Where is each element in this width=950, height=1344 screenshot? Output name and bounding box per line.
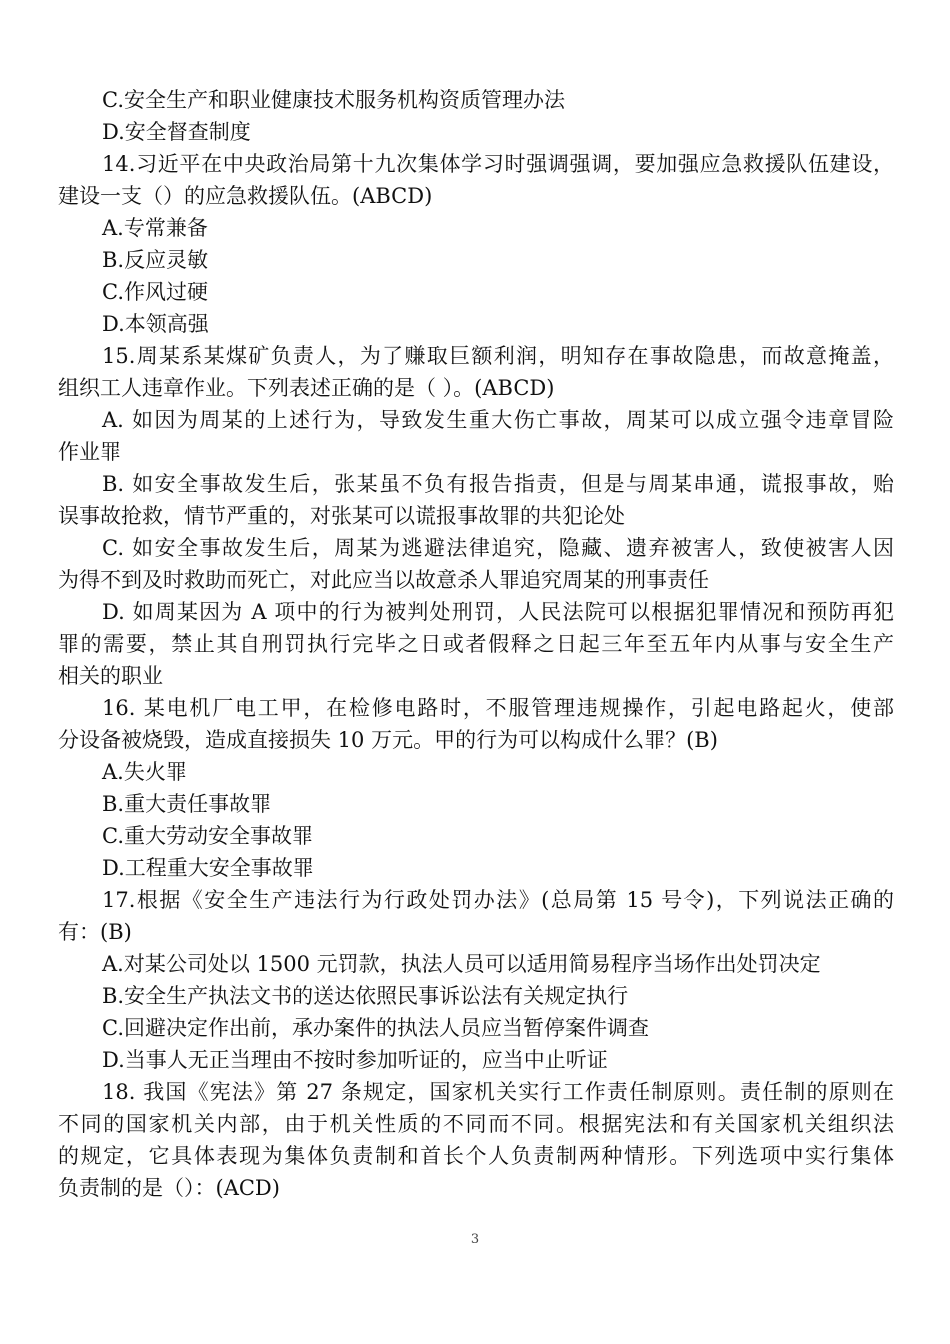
option-17-b: B.安全生产执法文书的送达依照民事诉讼法有关规定执行 bbox=[102, 984, 629, 1008]
option-17-a: A.对某公司处以 1500 元罚款，执法人员可以适用简易程序当场作出处罚决定 bbox=[102, 952, 821, 976]
option-14-c: C.作风过硬 bbox=[102, 280, 208, 304]
question-14-line-2: 建设一支（）的应急救援队伍。(ABCD) bbox=[58, 184, 433, 208]
option-15-a-line-1: A. 如因为周某的上述行为，导致发生重大伤亡事故，周某可以成立强令违章冒险 bbox=[102, 408, 894, 432]
option-16-b: B.重大责任事故罪 bbox=[102, 792, 272, 816]
option-16-d: D.工程重大安全事故罪 bbox=[102, 856, 314, 880]
option-15-c-line-2: 为得不到及时救助而死亡，对此应当以故意杀人罪追究周某的刑事责任 bbox=[58, 568, 709, 592]
question-18-line-3: 的规定，它具体表现为集体负责制和首长个人负责制两种情形。下列选项中实行集体 bbox=[58, 1144, 894, 1168]
option-14-a: A.专常兼备 bbox=[102, 216, 208, 240]
option-16-a: A.失火罪 bbox=[102, 760, 187, 784]
option-15-a-line-2: 作业罪 bbox=[58, 440, 121, 464]
option-13-c: C.安全生产和职业健康技术服务机构资质管理办法 bbox=[102, 88, 565, 112]
option-15-c-line-1: C. 如安全事故发生后，周某为逃避法律追究，隐藏、遗弃被害人，致使被害人因 bbox=[102, 536, 894, 560]
question-16-line-1: 16. 某电机厂电工甲，在检修电路时，不服管理违规操作，引起电路起火，使部 bbox=[102, 696, 894, 720]
question-17-line-1: 17.根据《安全生产违法行为行政处罚办法》(总局第 15 号令)，下列说法正确的 bbox=[102, 888, 894, 912]
question-18-line-4: 负责制的是（）：(ACD) bbox=[58, 1176, 280, 1200]
option-15-b-line-2: 误事故抢救，情节严重的，对张某可以谎报事故罪的共犯论处 bbox=[58, 504, 625, 528]
question-15-line-2: 组织工人违章作业。下列表述正确的是（ ）。(ABCD) bbox=[58, 376, 555, 400]
option-13-d: D.安全督查制度 bbox=[102, 120, 251, 144]
question-17-line-2: 有：(B) bbox=[58, 920, 132, 944]
question-16-line-2: 分设备被烧毁，造成直接损失 10 万元。甲的行为可以构成什么罪？(B) bbox=[58, 728, 718, 752]
question-18-line-1: 18. 我国《宪法》第 27 条规定，国家机关实行工作责任制原则。责任制的原则在 bbox=[102, 1080, 894, 1104]
option-15-d-line-3: 相关的职业 bbox=[58, 664, 163, 688]
option-14-b: B.反应灵敏 bbox=[102, 248, 209, 272]
option-14-d: D.本领高强 bbox=[102, 312, 209, 336]
option-15-d-line-2: 罪的需要，禁止其自刑罚执行完毕之日或者假释之日起三年至五年内从事与安全生产 bbox=[58, 632, 894, 656]
page-number: 3 bbox=[470, 1232, 480, 1247]
question-14-line-1: 14.习近平在中央政治局第十九次集体学习时强调强调，要加强应急救援队伍建设， bbox=[102, 152, 894, 176]
question-15-line-1: 15.周某系某煤矿负责人，为了赚取巨额利润，明知存在事故隐患，而故意掩盖， bbox=[102, 344, 894, 368]
option-15-b-line-1: B. 如安全事故发生后，张某虽不负有报告指责，但是与周某串通，谎报事故，贻 bbox=[102, 472, 894, 496]
option-16-c: C.重大劳动安全事故罪 bbox=[102, 824, 313, 848]
option-17-c: C.回避决定作出前，承办案件的执法人员应当暂停案件调查 bbox=[102, 1016, 649, 1040]
option-15-d-line-1: D. 如周某因为 A 项中的行为被判处刑罚，人民法院可以根据犯罪情况和预防再犯 bbox=[102, 600, 894, 624]
document-body bbox=[58, 84, 894, 1204]
option-17-d: D.当事人无正当理由不按时参加听证的，应当中止听证 bbox=[102, 1048, 608, 1072]
question-18-line-2: 不同的国家机关内部，由于机关性质的不同而不同。根据宪法和有关国家机关组织法 bbox=[58, 1112, 894, 1136]
